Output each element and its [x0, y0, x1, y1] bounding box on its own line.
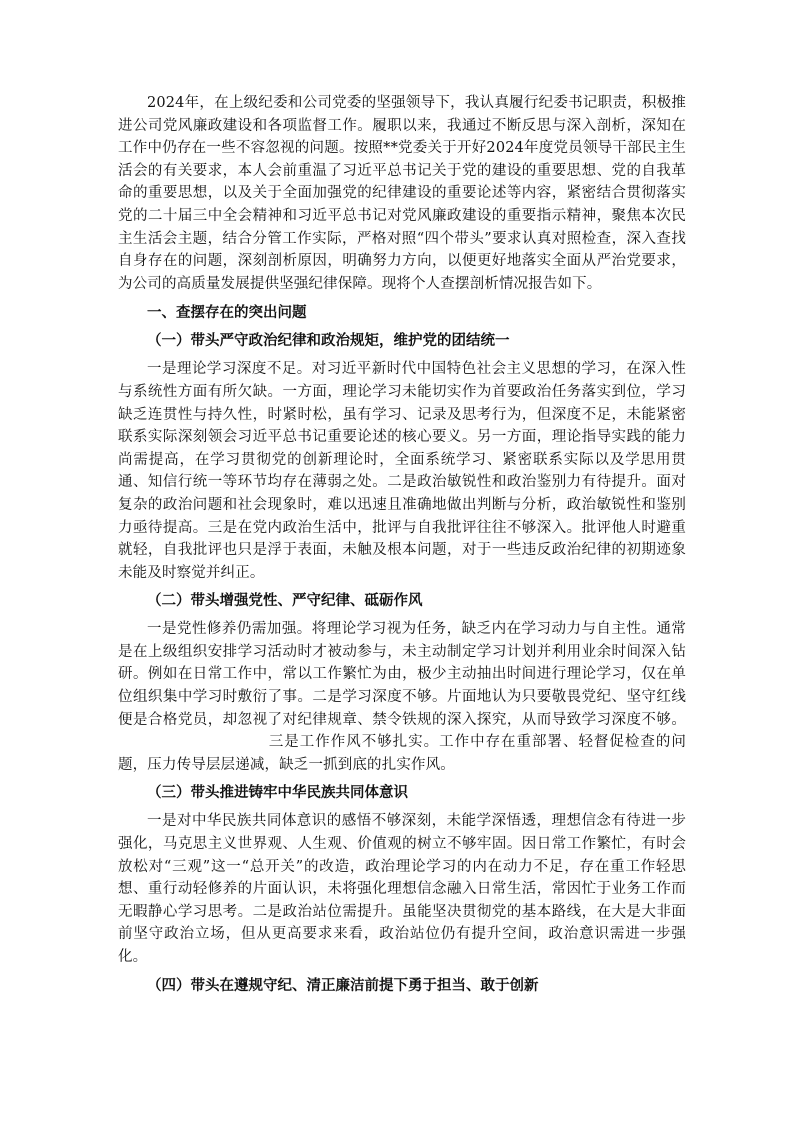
subsection-2-body-part2: 三是工作作风不够扎实。工作中存在重部署、轻督促检查的问题，压力传导层层递减，缺乏一抓到底的扎实作风。 — [118, 734, 686, 773]
subsection-3-heading: （三）带头推进铸牢中华民族共同体意识 — [147, 785, 408, 802]
document-page — [118, 92, 686, 1003]
intro-paragraph: 2024年，在上级纪委和公司党委的坚强领导下，我认真履行纪委书记职责，积极推进公司党风廉政建设和各项监督工作。履职以来，我通过不断反思与深入剖析，深知在工作中仍存在一些不容忽视的问题。按照**党委关于开好2024年度党员领导干部民主生活会的有关要求，本人会前重温了习近平总书记关于党的建设的重要思想、党的自我革命的重要思想，以及关于全面加强党的纪律建设的重要论述等内容，紧密结合贯彻落实党的二十届三中全会精神和习近平总书记对党风廉政建设的重要指示精神，聚焦本次民主生活会主题，结合分管工作实际，严格对照“四个带头”要求认真对照检查，深入查找自身存在的问题，深刻剖析原因，明确努力方向，以便更好地落实全面从严治党要求，为公司的高质量发展提供坚强纪律保障。现将个人查摆剖析情况报告如下。 — [118, 95, 686, 292]
subsection-2-body-part1: 一是党性修养仍需加强。将理论学习视为任务，缺乏内在学习动力与自主性。通常是在上级组织安排学习活动时才被动参与，未主动制定学习计划并利用业余时间深入钻研。例如在日常工作中，常以工作繁忙为由，极少主动抽出时间进行理论学习，仅在单位组织集中学习时敷衍了事。二是学习深度不够。片面地认为只要敬畏党纪、坚守红线便是合格党员，却忽视了对纪律规章、禁令铁规的深入探究，从而导致学习深度不够。 — [118, 621, 686, 728]
subsection-2-body — [118, 618, 686, 776]
subsection-1-body: 一是理论学习深度不足。对习近平新时代中国特色社会主义思想的学习，在深入性与系统性方面有所欠缺。一方面，理论学习未能切实作为首要政治任务落实到位，学习缺乏连贯性与持久性，时紧时松，虽有学习、记录及思考行为，但深度不足，未能紧密联系实际深刻领会习近平总书记重要论述的核心要义。另一方面，理论指导实践的能力尚需提高，在学习贯彻党的创新理论时，全面系统学习、紧密联系实际以及学思用贯通、知信行统一等环节均存在薄弱之处。二是政治敏锐性和政治鉴别力有待提升。面对复杂的政治问题和社会现象时，难以迅速且准确地做出判断与分析，政治敏锐性和鉴别力亟待提高。三是在党内政治生活中，批评与自我批评往往不够深入。批评他人时避重就轻，自我批评也只是浮于表面，未触及根本问题，对于一些违反政治纪律的初期迹象未能及时察觉并纠正。 — [118, 361, 686, 581]
subsection-4-heading: （四）带头在遵规守纪、清正廉洁前提下勇于担当、敢于创新 — [147, 977, 539, 994]
subsection-2-heading: （二）带头增强党性、严守纪律、砥砺作风 — [147, 593, 423, 610]
subsection-3-body: 一是对中华民族共同体意识的感悟不够深刻，未能学深悟透，理想信念有待进一步强化，马克思主义世界观、人生观、价值观的树立不够牢固。因日常工作繁忙，有时会放松对“三观”这一“总开关”的改造，政治理论学习的内在动力不足，存在重工作轻思想、重行动轻修养的片面认识，未将强化理想信念融入日常生活，常因忙于业务工作而无暇静心学习思考。二是政治站位需提升。虽能坚决贯彻党的基本路线，在大是大非面前坚守政治立场，但从更高要求来看，政治站位仍有提升空间，政治意识需进一步强化。 — [118, 813, 686, 965]
section-1-heading: 一、查摆存在的突出问题 — [147, 305, 307, 322]
subsection-1-heading: （一）带头严守政治纪律和政治规矩，维护党的团结统一 — [147, 333, 510, 350]
